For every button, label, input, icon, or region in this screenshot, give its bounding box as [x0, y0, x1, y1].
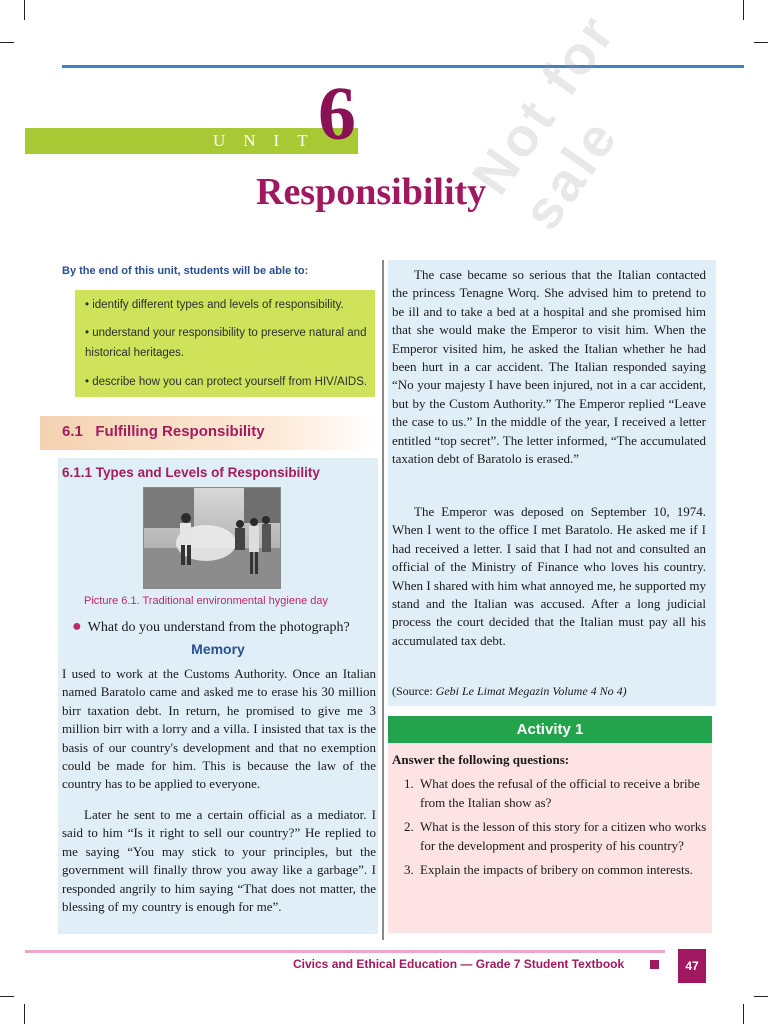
question-text: What is the lesson of this story for a citizen who works for the development and prosperity of his country? [420, 818, 707, 854]
list-item [392, 860, 710, 879]
square-icon [650, 960, 659, 969]
unit-label: UNIT [213, 131, 326, 150]
subsection-number: 6.1.1 [62, 465, 93, 480]
activity-instruction: Answer the following questions: [392, 752, 570, 767]
photo-question-text: What do you understand from the photograph? [87, 620, 350, 635]
question-text: Explain the impacts of bribery on common interests. [420, 861, 693, 877]
list-item [392, 774, 710, 813]
list-item [392, 817, 710, 856]
footer-rule [25, 950, 665, 953]
source-text: Gebi Le Limat Megazin Volume 4 No 4) [435, 684, 627, 698]
watermark: Not for sale [460, 2, 631, 241]
activity-questions [392, 774, 710, 883]
photo-caption: Picture 6.1. Traditional environmental hygiene day [84, 595, 328, 607]
objectives-intro: By the end of this unit, students will be able to: [62, 265, 309, 277]
section-number: 6.1 [62, 423, 83, 440]
photograph [143, 487, 281, 589]
question-number: 1. [404, 776, 414, 791]
question-number: 3. [404, 861, 414, 877]
unit-number: 6 [318, 72, 356, 156]
column-divider [382, 260, 384, 940]
activity-heading: Activity 1 [388, 716, 712, 743]
bullet-icon: ● [72, 618, 82, 635]
source-citation [392, 684, 627, 699]
section-title: Fulfilling Responsibility [95, 423, 265, 440]
subsection-heading [62, 465, 320, 480]
memory-paragraph: The case became so serious that the Italian contacted the princess Tenagne Worq. She advised him to pretend to be ill and to take a bed at a hospital and she promised him that she would make the Emperor to visit him. When the Emperor visited him, he asked the Italian whether he had been hurt in a car accident. The Italian responded saying “No your majesty I have been injured, not in a car accident, but by the Custom Authority.” The Emperor replied “Leave the case to us.” In the middle of the year, I received a letter entitled “top secret”. The letter informed, “The accumulated taxation debt of Baratolo is erased.” [392, 267, 706, 467]
memory-paragraph: Later he sent to me a certain official as a mediator. I said to him “Is it right to sell our country?” He replied to me saying “You may stick to your principles, but the government will finally throw you away like a garbage”. I responded angrily to him saying “That does not matter, the blessing of my country is enough for me”. [62, 807, 376, 915]
page-number: 47 [678, 949, 706, 983]
objective-item: • describe how you can protect yourself from HIV/AIDS. [75, 367, 375, 397]
memory-paragraph: I used to work at the Customs Authority. Once an Italian named Baratolo came and asked me to erase his 30 million birr taxation debt. In return, he promised to give me 3 million birr with a lorry and a villa. I insisted that tax is the basis of our country's development and that no exemption could be made for him. This is because the law of the country has to be applied to everyone. [62, 666, 376, 792]
subsection-title: Types and Levels of Responsibility [95, 465, 320, 480]
source-label: (Source: [392, 684, 433, 698]
question-number: 2. [404, 818, 414, 834]
question-text: What does the refusal of the official to receive a bribe from the Italian show as? [420, 776, 700, 811]
objective-item: • understand your responsibility to preserve natural and historical heritages. [75, 318, 375, 368]
objective-item: • identify different types and levels of responsibility. [75, 290, 375, 320]
memory-paragraph: The Emperor was deposed on September 10, 1974. When I went to the office I met Baratolo. He asked me if I had received a letter. I said that I had not and consulted an official of the Ministry of Finance who loves his country. When I shared with him what annoyed me, he supported my stand and the Italian was accused. After a long judicial process the court decided that the Italian must pay all his accumulated tax debt. [392, 504, 706, 648]
photo-question [72, 618, 350, 636]
footer-title: Civics and Ethical Education — Grade 7 Student Textbook [293, 957, 625, 971]
section-heading [40, 416, 374, 450]
unit-title: Responsibility [256, 171, 487, 213]
memory-heading: Memory [191, 641, 245, 657]
